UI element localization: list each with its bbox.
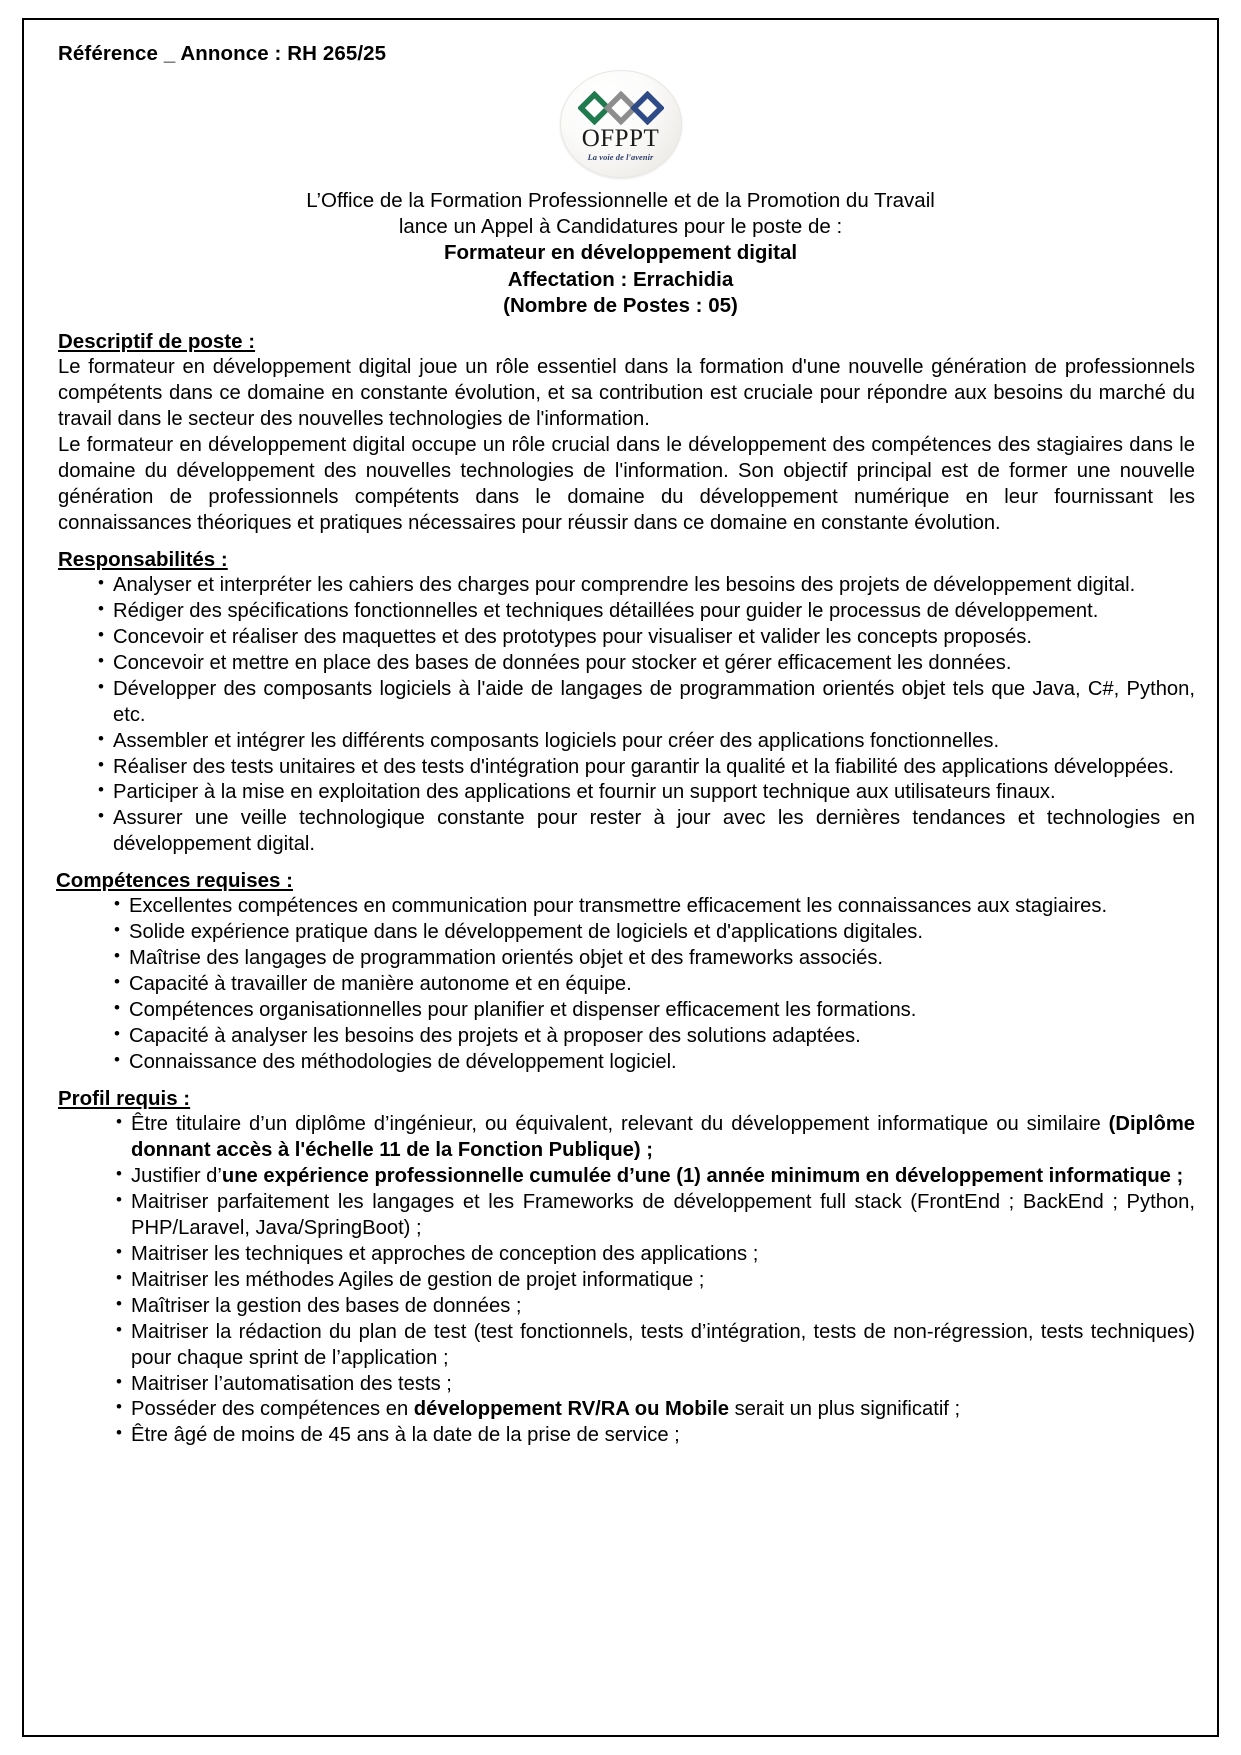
org-name-line: L’Office de la Formation Professionnelle et de la Promotion du Travail — [306, 189, 935, 212]
call-line: lance un Appel à Candidatures pour le poste de : — [398, 215, 843, 239]
list-item: • Assembler et intégrer les différents composants logiciels pour créer des applications fonctionnelles. — [96, 729, 1195, 755]
list-item: • Réaliser des tests unitaires et des tests d'intégration pour garantir la qualité et la fiabilité des applications développées. — [96, 755, 1195, 781]
list-item: • Développer des composants logiciels à l'aide de langages de programmation orientés objet tels que Java, C#, Python, etc. — [96, 677, 1195, 729]
list-item: • Maitriser parfaitement les langages et les Frameworks de développement full stack (FrontEnd ; BackEnd ; Python, PHP/Laravel, Java/SpringBoot) ; — [114, 1190, 1195, 1242]
section-descriptif — [44, 330, 1197, 537]
list-item: • Capacité à analyser les besoins des projets et à proposer des solutions adaptées. — [112, 1024, 1195, 1050]
ofppt-logo — [560, 70, 682, 178]
heading-competences: Compétences requises : — [56, 869, 293, 893]
responsabilites-list — [44, 573, 1197, 858]
list-item: • Être âgé de moins de 45 ans à la date de la prise de service ; — [114, 1423, 1195, 1449]
list-item: • Maîtriser la gestion des bases de données ; — [114, 1294, 1195, 1320]
position-title: Formateur en développement digital — [443, 241, 798, 265]
descriptif-paragraph-2: Le formateur en développement digital occupe un rôle crucial dans le développement des compétences des stagiaires dans le domaine du développement des nouvelles technologies de l'information. Son objectif principal est de former une nouvelle génération de professionnels compétents dans le domaine du développement numérique en leur fournissant les connaissances théoriques et pratiques nécessaires pour réussir dans ce domaine en constante évolution. — [58, 434, 1195, 534]
logo-container — [44, 70, 1197, 178]
page-border-frame — [22, 18, 1219, 1737]
ofppt-tagline: La voie de l'avenir — [587, 152, 654, 162]
reference-annonce: Référence _ Annonce : RH 265/25 — [58, 42, 387, 65]
list-item: • Justifier d’une expérience professionnelle cumulée d’une (1) année minimum en développement informatique ; — [114, 1164, 1195, 1190]
list-item: • Être titulaire d’un diplôme d’ingénieur, ou équivalent, relevant du développement informatique ou similaire (Diplôme donnant accès à l'échelle 11 de la Fonction Publique) ; — [114, 1112, 1195, 1164]
section-responsabilites — [44, 548, 1197, 858]
list-item: • Maitriser la rédaction du plan de test (test fonctionnels, tests d’intégration, tests de non-régression, tests techniques) pour chaque sprint de l’application ; — [114, 1320, 1195, 1372]
ofppt-wordmark: OFPPT — [581, 124, 660, 152]
list-item: • Capacité à travailler de manière autonome et en équipe. — [112, 972, 1195, 998]
list-item: • Analyser et interpréter les cahiers des charges pour comprendre les besoins des projets de développement digital. — [96, 573, 1195, 599]
list-item: • Concevoir et réaliser des maquettes et des prototypes pour visualiser et valider les concepts proposés. — [96, 625, 1195, 651]
list-item: • Connaissance des méthodologies de développement logiciel. — [112, 1050, 1195, 1076]
section-profil — [44, 1087, 1197, 1449]
affectation: Affectation : Errachidia — [507, 267, 734, 291]
list-item: • Participer à la mise en exploitation des applications et fournir un support technique aux utilisateurs finaux. — [96, 780, 1195, 806]
list-item: • Solide expérience pratique dans le développement de logiciels et d'applications digitales. — [112, 920, 1195, 946]
list-item: • Rédiger des spécifications fonctionnelles et techniques détaillées pour guider le processus de développement. — [96, 599, 1195, 625]
competences-list — [44, 894, 1197, 1076]
list-item: • Concevoir et mettre en place des bases de données pour stocker et gérer efficacement les données. — [96, 651, 1195, 677]
descriptif-paragraph-1: Le formateur en développement digital joue un rôle essentiel dans la formation d'une nouvelle génération de professionnels compétents dans ce domaine en constante évolution, et sa contribution est cruciale pour répondre aux besoins du marché du travail dans le secteur des nouvelles technologies de l'information. — [58, 356, 1195, 431]
list-item: • Posséder des compétences en développement RV/RA ou Mobile serait un plus significatif ; — [114, 1397, 1195, 1423]
heading-responsabilites: Responsabilités : — [58, 547, 228, 571]
list-item: • Compétences organisationnelles pour planifier et dispenser efficacement les formations. — [112, 998, 1195, 1024]
profil-list — [44, 1112, 1197, 1449]
list-item: • Maitriser les méthodes Agiles de gestion de projet informatique ; — [114, 1268, 1195, 1294]
list-item: • Maitriser les techniques et approches de conception des applications ; — [114, 1242, 1195, 1268]
number-of-posts: (Nombre de Postes : 05) — [503, 293, 738, 317]
list-item: • Maitriser l’automatisation des tests ; — [114, 1372, 1195, 1398]
heading-descriptif: Descriptif de poste : — [58, 330, 256, 354]
list-item: • Maîtrise des langages de programmation orientés objet et des frameworks associés. — [112, 946, 1195, 972]
section-competences — [44, 869, 1197, 1076]
heading-profil: Profil requis : — [58, 1087, 191, 1110]
list-item: • Assurer une veille technologique constante pour rester à jour avec les dernières tendances et technologies en développement digital. — [96, 806, 1195, 858]
list-item: • Excellentes compétences en communication pour transmettre efficacement les connaissances aux stagiaires. — [112, 894, 1195, 920]
title-block — [44, 188, 1197, 319]
ofppt-diamonds-icon — [578, 91, 664, 125]
